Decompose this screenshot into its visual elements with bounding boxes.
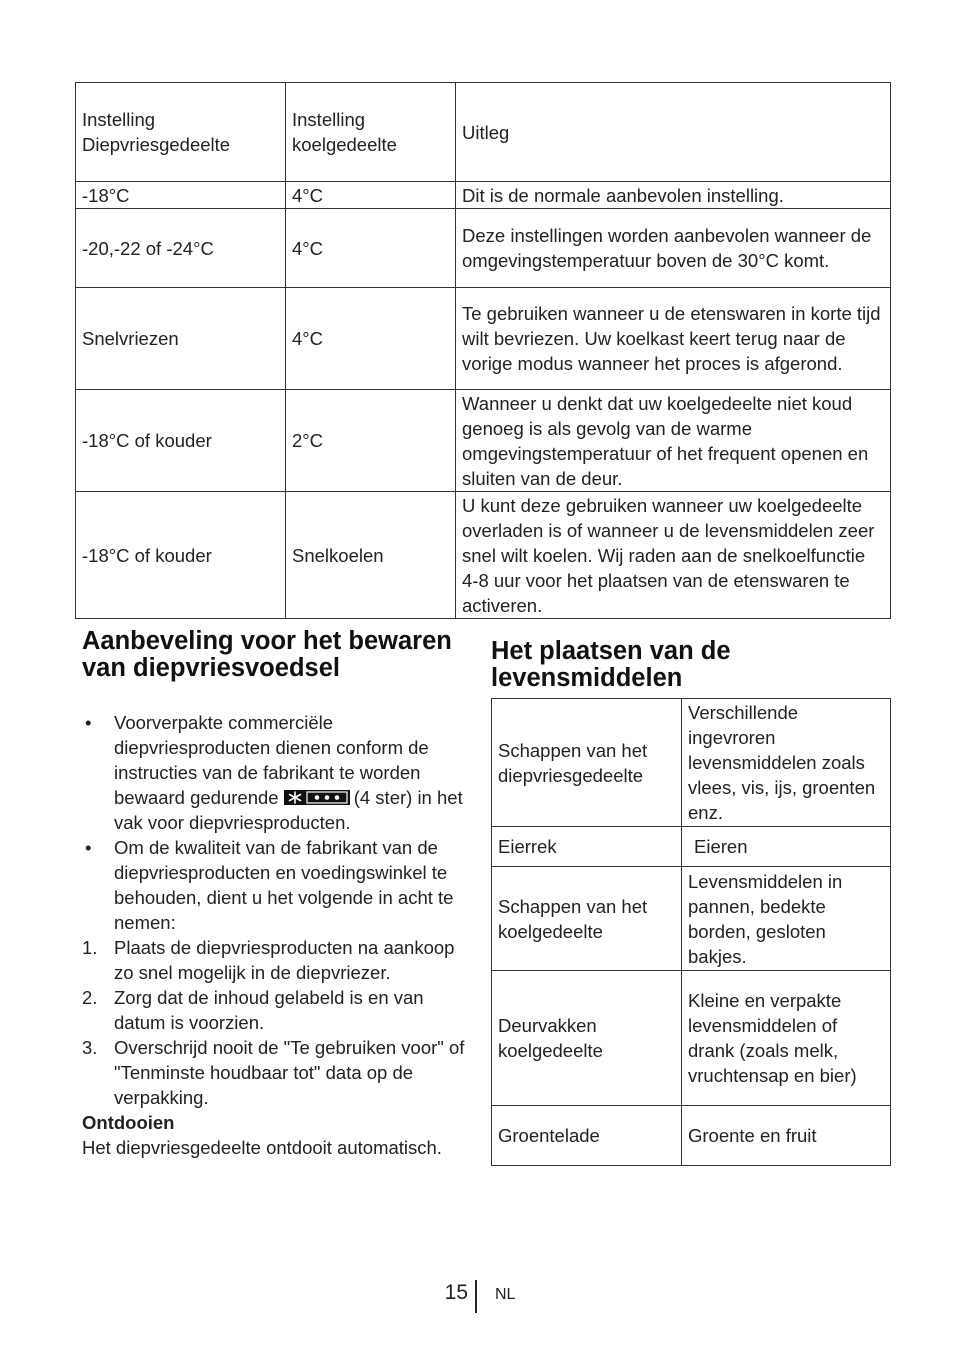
table-cell: Eieren — [682, 827, 891, 867]
table-cell: Deurvakken koelgedeelte — [492, 971, 682, 1106]
table-cell: -18°C — [76, 182, 286, 209]
table-cell: 2°C — [286, 390, 456, 492]
settings-table — [75, 82, 891, 619]
footer-divider — [475, 1280, 477, 1313]
table-cell: Groentelade — [492, 1106, 682, 1166]
table-row — [492, 971, 891, 1106]
bullet-marker: • — [85, 837, 92, 858]
numbered-item — [82, 985, 467, 1035]
table-row — [76, 492, 891, 619]
table-header-row — [76, 83, 891, 182]
list-item — [82, 710, 467, 835]
table-row — [76, 182, 891, 209]
table-cell: Schappen van het diepvriesgedeelte — [492, 699, 682, 827]
table-cell: Levensmiddelen in pannen, bedekte borden, gesloten bakjes. — [682, 867, 891, 971]
list-item — [82, 835, 467, 935]
table-row — [492, 827, 891, 867]
table-cell: Verschillende ingevroren levensmiddelen zoals vlees, vis, ijs, groenten enz. — [682, 699, 891, 827]
table-cell: -18°C of kouder — [76, 390, 286, 492]
table-row — [492, 867, 891, 971]
page-footer — [0, 1280, 954, 1314]
numbered-item — [82, 1035, 467, 1110]
step-number: 1. — [82, 937, 98, 958]
header-cell: Uitleg — [456, 83, 891, 182]
defrost-subheading: Ontdooien — [82, 1112, 175, 1133]
table-cell: Deze instellingen worden aanbevolen wanneer de omgevingstemperatuur boven de 30°C komt. — [456, 209, 891, 288]
table-cell: Eierrek — [492, 827, 682, 867]
bullet-marker: • — [85, 712, 92, 733]
defrost-text: Het diepvriesgedeelte ontdooit automatisch. — [82, 1137, 442, 1158]
page-number: 15 — [444, 1281, 468, 1304]
food-placement-table — [491, 698, 891, 1166]
header-cell: Instelling Diepvriesgedeelte — [76, 83, 286, 182]
list-item-text: Om de kwaliteit van de fabrikant van de diepvriesproducten en voedingswinkel te behouden, dient u het volgende in acht te nemen: — [114, 837, 454, 933]
table-row — [76, 288, 891, 390]
table-cell: Snelkoelen — [286, 492, 456, 619]
table-row — [76, 209, 891, 288]
list-item-text: Voorverpakte commerciële diepvriesproducten dienen conform de instructies van de fabrikant te worden bewaard gedurende — [114, 712, 429, 808]
table-cell: -20,-22 of -24°C — [76, 209, 286, 288]
table-cell: Schappen van het koelgedeelte — [492, 867, 682, 971]
table-cell: Te gebruiken wanneer u de etenswaren in korte tijd wilt bevriezen. Uw koelkast keert terug naar de vorige modus wanneer het proces is afgerond. — [456, 288, 891, 390]
list-item-text: (4 ster) in het vak voor diepvriesproducten. — [114, 787, 463, 833]
numbered-item — [82, 935, 467, 985]
table-cell: Groente en fruit — [682, 1106, 891, 1166]
table-row — [76, 390, 891, 492]
step-text: Zorg dat de inhoud gelabeld is en van datum is voorzien. — [114, 987, 424, 1033]
step-text: Plaats de diepvriesproducten na aankoop zo snel mogelijk in de diepvriezer. — [114, 937, 455, 983]
section-title-freezer-storage: Aanbeveling voor het bewaren van diepvriesvoedsel — [82, 627, 452, 682]
four-star-freezer-icon — [284, 790, 350, 805]
table-cell: Dit is de normale aanbevolen instelling. — [456, 182, 891, 209]
section-title-food-placement: Het plaatsen van de levensmiddelen — [491, 637, 731, 692]
table-cell: Snelvriezen — [76, 288, 286, 390]
table-cell: -18°C of kouder — [76, 492, 286, 619]
freezer-storage-section — [82, 710, 467, 1160]
table-cell: 4°C — [286, 182, 456, 209]
table-cell: Kleine en verpakte levensmiddelen of drank (zoals melk, vruchtensap en bier) — [682, 971, 891, 1106]
step-number: 2. — [82, 987, 98, 1008]
table-cell: 4°C — [286, 288, 456, 390]
table-cell: U kunt deze gebruiken wanneer uw koelgedeelte overladen is of wanneer u de levensmiddelen zeer snel wilt koelen. Wij raden aan de snelkoelfunctie 4-8 uur voor het plaatsen van de etenswaren te activeren. — [456, 492, 891, 619]
language-code: NL — [495, 1286, 516, 1303]
table-row — [492, 699, 891, 827]
header-cell: Instelling koelgedeelte — [286, 83, 456, 182]
table-cell: 4°C — [286, 209, 456, 288]
step-text: Overschrijd nooit de "Te gebruiken voor" of "Tenminste houdbaar tot" data op de verpakking. — [114, 1037, 465, 1108]
step-number: 3. — [82, 1037, 98, 1058]
table-cell: Wanneer u denkt dat uw koelgedeelte niet koud genoeg is als gevolg van de warme omgevingstemperatuur of het frequent openen en sluiten van de deur. — [456, 390, 891, 492]
table-row — [492, 1106, 891, 1166]
